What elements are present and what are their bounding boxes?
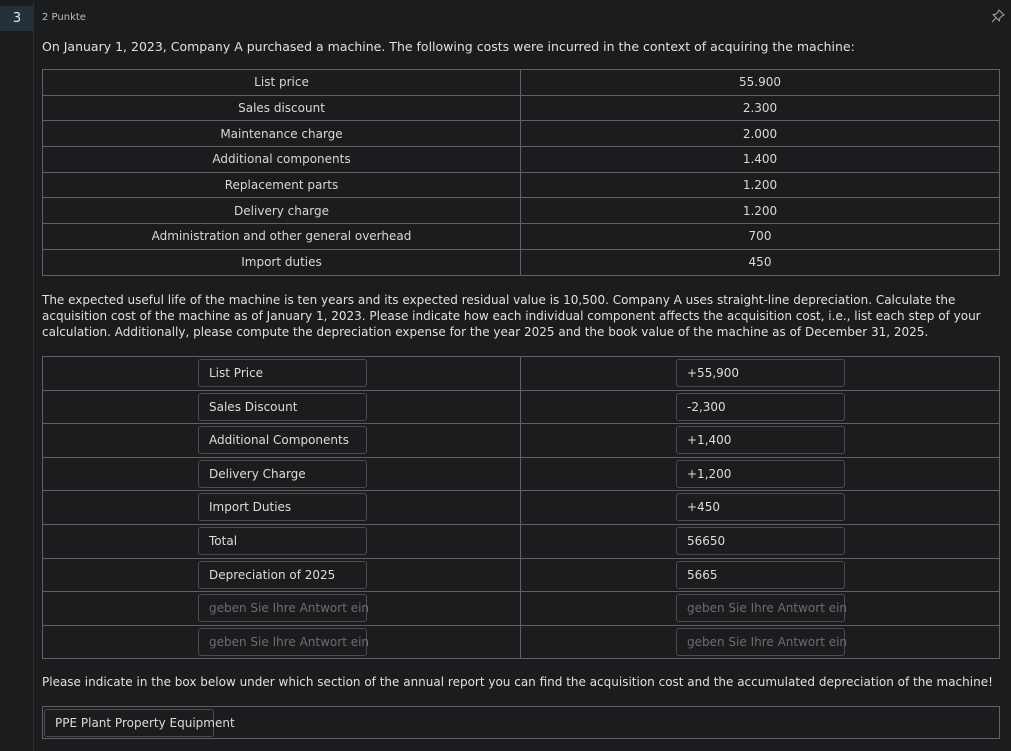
cost-item-value: 2.300	[521, 95, 1000, 121]
answer-value-input[interactable]: geben Sie Ihre Antwort ein	[676, 594, 845, 622]
cost-item-value: 1.200	[521, 198, 1000, 224]
cost-item-label: Maintenance charge	[43, 121, 521, 147]
cost-item-value: 2.000	[521, 121, 1000, 147]
answer-row	[43, 424, 1000, 458]
answer-value-cell	[521, 524, 1000, 558]
final-question: Please indicate in the box below under which section of the annual report you can find the acquisition cost and the accumulated depreciation of the machine!	[42, 675, 993, 689]
answer-value-cell	[521, 424, 1000, 458]
answer-label-input[interactable]: List Price	[198, 359, 367, 387]
cost-table-row	[43, 147, 1000, 173]
cost-item-value: 55.900	[521, 70, 1000, 96]
answer-value-input[interactable]: +1,200	[676, 460, 845, 488]
cost-item-label: Administration and other general overhead	[43, 224, 521, 250]
answer-label-input[interactable]: Delivery Charge	[198, 460, 367, 488]
answer-value-cell	[521, 357, 1000, 391]
answer-value-input[interactable]: 56650	[676, 527, 845, 555]
answer-value-cell	[521, 558, 1000, 592]
answer-label-input[interactable]: geben Sie Ihre Antwort ein	[198, 594, 367, 622]
answer-value-cell	[521, 625, 1000, 659]
answer-label-cell	[43, 357, 521, 391]
answer-label-input[interactable]: Depreciation of 2025	[198, 561, 367, 589]
cost-table-row	[43, 172, 1000, 198]
final-answer-input[interactable]: PPE Plant Property Equipment	[44, 709, 214, 737]
answer-value-input[interactable]: +450	[676, 493, 845, 521]
answer-table	[42, 356, 1000, 659]
answer-label-cell	[43, 424, 521, 458]
question-instructions: The expected useful life of the machine is ten years and its expected residual value is 10,500. Company A uses straight-line depreciation. Calculate the acquisition cost of the machine as of January 1, 2023. Please indicate how each individual component affects the acquisition cost, i.e., list each step of your calculation. Additionally, please compute the depreciation expense for the year 2025 and the book value of the machine as of December 31, 2025.	[42, 293, 981, 339]
answer-row	[43, 457, 1000, 491]
answer-label-input[interactable]: Import Duties	[198, 493, 367, 521]
answer-row	[43, 357, 1000, 391]
answer-label-input[interactable]: Total	[198, 527, 367, 555]
cost-item-label: Additional components	[43, 147, 521, 173]
cost-item-label: Replacement parts	[43, 172, 521, 198]
answer-value-input[interactable]: geben Sie Ihre Antwort ein	[676, 628, 845, 656]
answer-label-cell	[43, 491, 521, 525]
cost-item-label: Delivery charge	[43, 198, 521, 224]
cost-item-label: List price	[43, 70, 521, 96]
answer-label-cell	[43, 592, 521, 626]
answer-label-cell	[43, 457, 521, 491]
question-number: 3	[0, 6, 34, 31]
cost-table-row	[43, 95, 1000, 121]
question-points: 2 Punkte	[42, 12, 86, 23]
answer-value-input[interactable]: 5665	[676, 561, 845, 589]
cost-item-value: 1.400	[521, 147, 1000, 173]
cost-item-value: 450	[521, 249, 1000, 275]
answer-row	[43, 625, 1000, 659]
cost-item-value: 1.200	[521, 172, 1000, 198]
answer-value-input[interactable]: -2,300	[676, 393, 845, 421]
cost-table-row	[43, 224, 1000, 250]
answer-row	[43, 524, 1000, 558]
answer-row	[43, 390, 1000, 424]
cost-item-label: Sales discount	[43, 95, 521, 121]
cost-table-row	[43, 121, 1000, 147]
answer-value-cell	[521, 390, 1000, 424]
final-answer-container	[42, 706, 1000, 739]
answer-label-input[interactable]: geben Sie Ihre Antwort ein	[198, 628, 367, 656]
question-intro: On January 1, 2023, Company A purchased a machine. The following costs were incurred in the context of acquiring the machine:	[42, 39, 855, 54]
answer-value-cell	[521, 592, 1000, 626]
answer-value-input[interactable]: +55,900	[676, 359, 845, 387]
answer-row	[43, 558, 1000, 592]
answer-label-cell	[43, 524, 521, 558]
pin-icon[interactable]	[990, 8, 1006, 24]
cost-table-row	[43, 198, 1000, 224]
answer-label-cell	[43, 390, 521, 424]
cost-table-row	[43, 70, 1000, 96]
cost-item-value: 700	[521, 224, 1000, 250]
answer-label-cell	[43, 558, 521, 592]
question-left-rail	[0, 0, 34, 751]
answer-value-input[interactable]: +1,400	[676, 426, 845, 454]
answer-label-input[interactable]: Additional Components	[198, 426, 367, 454]
answer-value-cell	[521, 457, 1000, 491]
answer-label-cell	[43, 625, 521, 659]
cost-table-row	[43, 249, 1000, 275]
cost-table	[42, 69, 1000, 276]
answer-row	[43, 592, 1000, 626]
cost-item-label: Import duties	[43, 249, 521, 275]
answer-row	[43, 491, 1000, 525]
answer-value-cell	[521, 491, 1000, 525]
answer-label-input[interactable]: Sales Discount	[198, 393, 367, 421]
